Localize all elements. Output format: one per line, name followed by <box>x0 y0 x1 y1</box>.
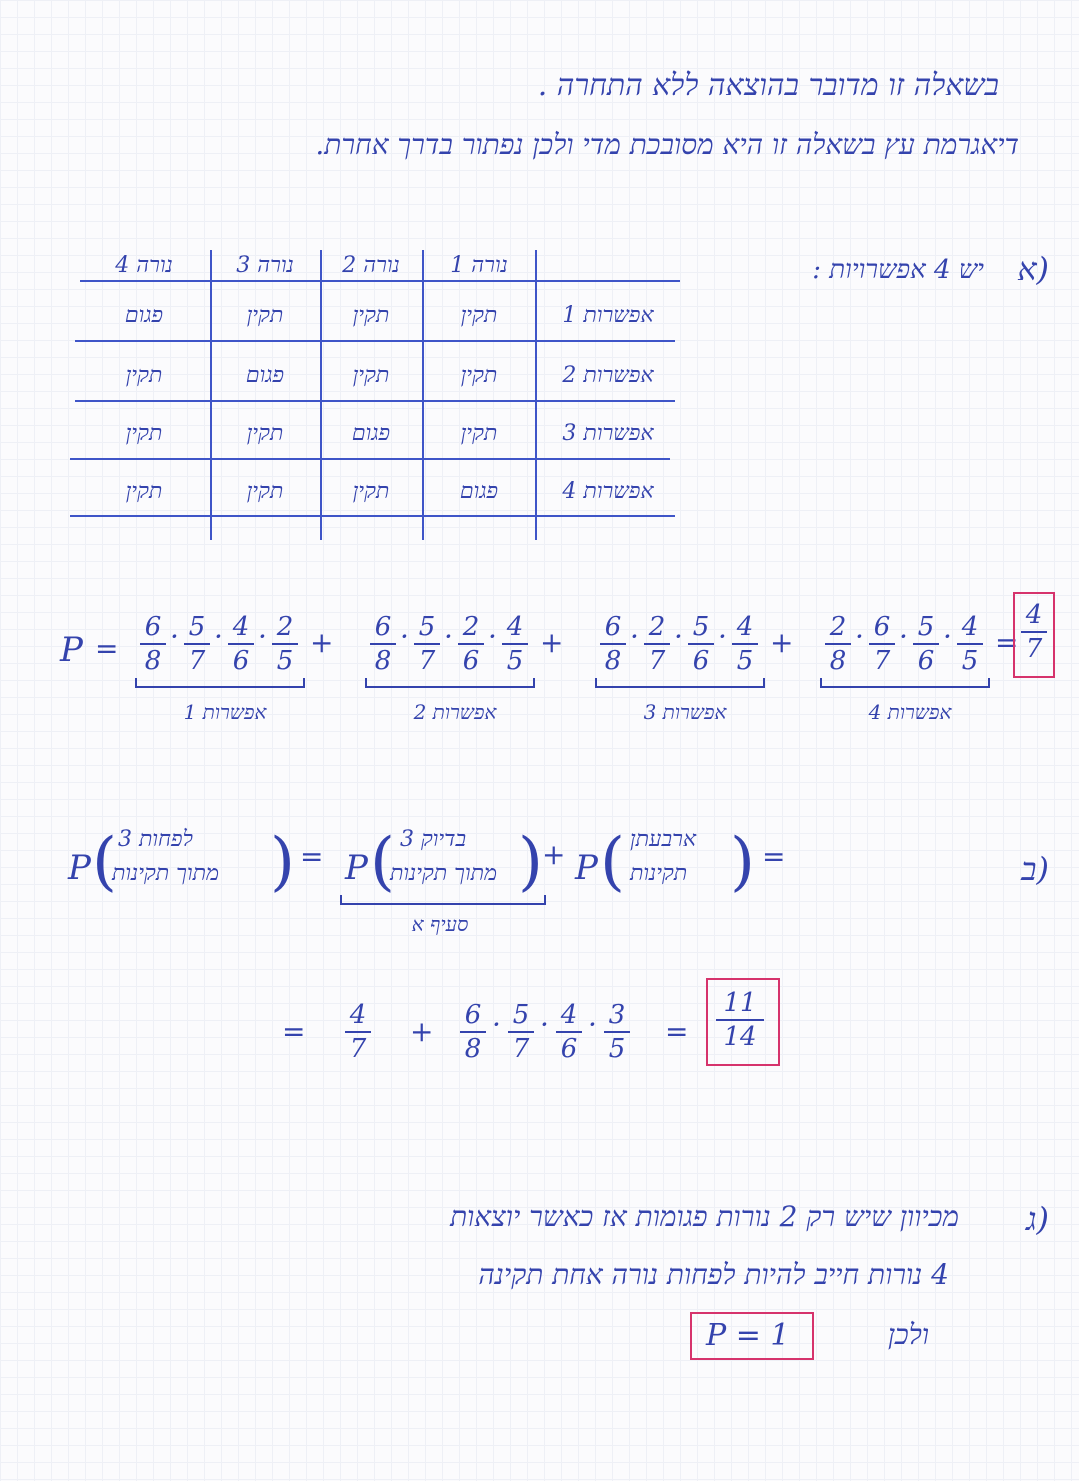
dot-operator: · <box>718 620 727 653</box>
lhs-top: לפחות 3 <box>118 827 193 852</box>
intro-line-2: דיאגרמת עץ בשאלה זו היא מסובכת מדי ולכן נפתור בדרך אחרת. <box>315 128 1019 161</box>
p-symbol-b1: P <box>345 848 368 888</box>
result-a-num: 4 <box>1025 600 1043 630</box>
term2-bottom: תקינות <box>630 861 688 886</box>
plus-sign: + <box>310 626 334 659</box>
equals-sign-b: = <box>300 840 324 873</box>
dot-operator: · <box>400 620 409 653</box>
option-label: אפשרות 1 <box>183 700 267 724</box>
options-table <box>70 240 680 540</box>
plus-sign: + <box>770 626 794 659</box>
table-cell: תקין <box>460 363 498 388</box>
header-bulb-3: נורה 3 <box>236 253 294 278</box>
part-a-label: (א <box>1017 250 1049 288</box>
table-cell: פגום <box>245 363 285 388</box>
paren-open: ( <box>370 825 395 899</box>
fraction: 5 7 <box>184 612 210 676</box>
dot-operator: · <box>855 620 864 653</box>
equals-sign: = <box>995 626 1019 659</box>
option-label: אפשרות 3 <box>643 700 727 724</box>
dot-operator: · <box>492 1008 501 1041</box>
row-3-label: אפשרות 3 <box>562 421 654 446</box>
dot-operator: · <box>674 620 683 653</box>
first-frac: 4 7 <box>345 1000 371 1064</box>
equals-sign-b3: = <box>665 1015 689 1048</box>
table-cell: תקין <box>352 303 390 328</box>
result-a-den: 7 <box>1025 634 1043 664</box>
fraction: 4 5 <box>732 612 758 676</box>
fraction: 4 5 <box>502 612 528 676</box>
option-brace <box>135 678 305 688</box>
fraction: 6 8 <box>460 1000 486 1064</box>
plus-sign-b: + <box>542 838 566 871</box>
fraction: 5 6 <box>688 612 714 676</box>
table-cell: תקין <box>246 303 284 328</box>
table-cell: תקין <box>246 421 284 446</box>
dot-operator: · <box>630 620 639 653</box>
header-bulb-1: נורה 1 <box>450 253 508 278</box>
fraction: 4 6 <box>556 1000 582 1064</box>
dot-operator: · <box>540 1008 549 1041</box>
dot-operator: · <box>588 1008 597 1041</box>
term1-top: בדיוק 3 <box>400 827 467 852</box>
row-4-label: אפשרות 4 <box>562 479 654 504</box>
equals-sign: = <box>95 632 119 665</box>
plus-sign-b2: + <box>410 1015 434 1048</box>
fraction: 6 8 <box>600 612 626 676</box>
paren-close: ) <box>730 825 755 899</box>
paren-open: ( <box>92 825 117 899</box>
table-cell: תקין <box>460 421 498 446</box>
table-cell: פגום <box>124 303 164 328</box>
equals-sign-b2: = <box>282 1015 306 1048</box>
option-label: אפשרות 4 <box>868 700 952 724</box>
option-brace <box>595 678 765 688</box>
result-a-box <box>1013 592 1055 678</box>
option-brace <box>365 678 535 688</box>
fraction: 4 5 <box>957 612 983 676</box>
plus-sign: + <box>540 626 564 659</box>
fraction: 2 8 <box>825 612 851 676</box>
term1-bottom: מתוך תקינות <box>390 861 498 886</box>
table-cell: תקין <box>246 479 284 504</box>
p-symbol: P <box>60 630 83 670</box>
part-c-line-1: מכיוון שיש רק 2 נורות פגומות אז כאשר יוצאות <box>450 1200 959 1233</box>
header-bulb-4: נורה 4 <box>115 253 173 278</box>
table-cell: פגום <box>459 479 499 504</box>
result-b-num: 11 <box>723 988 757 1018</box>
dot-operator: · <box>444 620 453 653</box>
row-2-label: אפשרות 2 <box>562 363 654 388</box>
dot-operator: · <box>214 620 223 653</box>
fraction: 2 7 <box>644 612 670 676</box>
dot-operator: · <box>899 620 908 653</box>
result-c-box <box>690 1312 814 1360</box>
fraction: 4 6 <box>228 612 254 676</box>
table-cell: תקין <box>125 421 163 446</box>
fraction: 2 6 <box>458 612 484 676</box>
part-b-label: (ב <box>1021 850 1049 888</box>
paren-close: ) <box>270 825 295 899</box>
fraction: 5 7 <box>508 1000 534 1064</box>
result-b-box <box>706 978 780 1066</box>
part-c-line-2: 4 נורות חייב להיות לפחות נורה אחת תקינה <box>478 1258 949 1291</box>
fraction: 2 5 <box>272 612 298 676</box>
dot-operator: · <box>170 620 179 653</box>
result-b-den: 14 <box>723 1022 757 1052</box>
dot-operator: · <box>258 620 267 653</box>
fraction: 6 7 <box>869 612 895 676</box>
p-symbol-b: P <box>68 848 91 888</box>
part-c-line-3: ולכן <box>887 1318 929 1351</box>
brace-part-a <box>340 895 546 905</box>
table-cell: תקין <box>352 363 390 388</box>
table-cell: תקין <box>352 479 390 504</box>
dot-operator: · <box>488 620 497 653</box>
header-bulb-2: נורה 2 <box>342 253 400 278</box>
table-cell: תקין <box>125 363 163 388</box>
fraction: 5 6 <box>913 612 939 676</box>
intro-line-1: בשאלה זו מדובר בהוצאה ללא התחרה . <box>537 68 999 103</box>
fraction: 5 7 <box>414 612 440 676</box>
part-c-label: (ג <box>1025 1200 1049 1238</box>
row-1-label: אפשרות 1 <box>562 303 654 328</box>
term2-top: ארבעתן <box>630 827 697 852</box>
option-brace <box>820 678 990 688</box>
paren-close: ) <box>518 825 543 899</box>
table-cell: תקין <box>460 303 498 328</box>
part-a-text: יש 4 אפשרויות : <box>812 255 984 285</box>
fraction: 3 5 <box>604 1000 630 1064</box>
table-cell: תקין <box>125 479 163 504</box>
dot-operator: · <box>943 620 952 653</box>
result-c: P = 1 <box>706 1318 790 1353</box>
table-cell: פגום <box>351 421 391 446</box>
option-label: אפשרות 2 <box>413 700 497 724</box>
fraction: 6 8 <box>370 612 396 676</box>
brace-label-part-a: סעיף א <box>411 912 469 936</box>
equals-sign-b: = <box>762 840 786 873</box>
p-symbol-b2: P <box>575 848 598 888</box>
paren-open: ( <box>600 825 625 899</box>
fraction: 6 8 <box>140 612 166 676</box>
lhs-bottom: מתוך תקינות <box>112 861 220 886</box>
